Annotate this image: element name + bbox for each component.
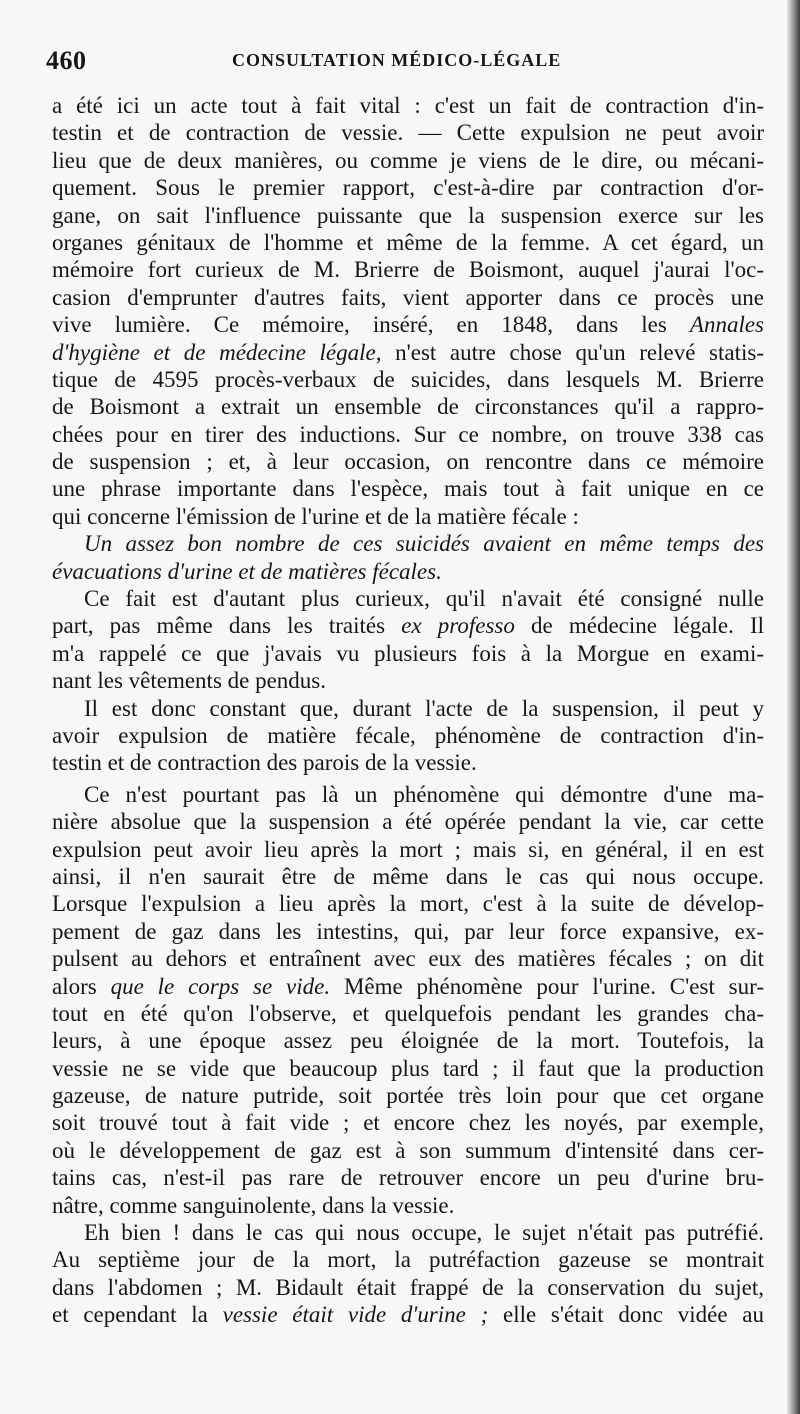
text-line: testin et de contraction de vessie. — Cette expulsion ne peut avoir	[52, 120, 764, 146]
text-line: lieu que de deux manières, ou comme je viens de le dire, ou mécani-	[52, 147, 764, 173]
quoted-paragraph	[52, 530, 764, 585]
text-line: évacuations d'urine et de matières fécales.	[52, 558, 442, 584]
text-line: a été ici un acte tout à fait vital : c'est un fait de contraction d'in-	[52, 93, 764, 118]
text-line: organes génitaux de l'homme et même de la femme. A cet égard, un	[52, 229, 764, 255]
journal-title-italic: Annales	[689, 312, 764, 338]
text-line: Ce fait est d'autant plus curieux, qu'il n'avait été consigné nulle	[84, 586, 764, 612]
text-line: m'a rappelé ce que j'avais vu plusieurs fois à la Morgue en exami-	[52, 640, 764, 666]
text-line: Au septième jour de la mort, la putréfaction gazeuse se montrait	[52, 1247, 764, 1273]
text-line	[52, 1301, 764, 1328]
text-line: pulsent au dehors et entraînent avec eux des matières fécales ; on dit	[52, 946, 764, 972]
text-line: testin et de contraction des parois de la vessie.	[52, 750, 477, 776]
text-segment: n'est autre chose qu'un relevé statis-	[381, 339, 764, 365]
text-line: dans l'abdomen ; M. Bidault était frappé de la conservation du sujet,	[52, 1274, 764, 1300]
text-line: de Boismont a extrait un ensemble de circonstances qu'il a rappro-	[52, 394, 764, 420]
paragraph	[52, 781, 764, 1219]
text-line: nant les vêtements de pendus.	[52, 668, 327, 694]
text-line	[52, 973, 764, 1000]
text-line: pement de gaz dans les intestins, qui, par leur force expansive, ex-	[52, 918, 764, 944]
text-line: ainsi, il n'en saurait être de même dans le cas qui nous occupe.	[52, 863, 764, 889]
text-segment: elle s'était donc vidée au	[488, 1302, 765, 1328]
text-line: expulsion peut avoir lieu après la mort ; mais si, en général, il en est	[52, 836, 764, 862]
text-line: Ce n'est pourtant pas là un phénomène qui démontre d'une ma-	[84, 781, 764, 807]
paragraph	[52, 585, 764, 695]
text-segment: alors	[52, 973, 111, 999]
text-line: chées pour en tirer des inductions. Sur ce nombre, on trouve 338 cas	[52, 421, 764, 447]
text-line: qui concerne l'émission de l'urine et de la matière fécale :	[52, 503, 579, 529]
text-line: Lorsque l'expulsion a lieu après la mort, c'est à la suite de dévelop-	[52, 891, 764, 917]
text-segment: de médecine légale. Il	[514, 613, 764, 639]
body-text	[52, 92, 764, 1329]
paragraph	[52, 695, 764, 777]
latin-phrase-italic: ex professo	[401, 613, 515, 639]
page-edge-shadow	[786, 0, 800, 1414]
text-line: gane, on sait l'influence puissante que la suspension exerce sur les	[52, 202, 764, 228]
text-line: Eh bien ! dans le cas qui nous occupe, le sujet n'était pas putréfié.	[84, 1220, 764, 1246]
text-line	[52, 339, 764, 366]
text-line: nière absolue que la suspension a été opérée pendant la vie, car cette	[52, 809, 764, 835]
text-line: quement. Sous le premier rapport, c'est-à-dire par contraction d'or-	[52, 175, 764, 201]
text-line: Un assez bon nombre de ces suicidés avaient en même temps des	[84, 531, 764, 557]
text-line: leurs, à une époque assez peu éloignée de la mort. Toutefois, la	[52, 1028, 764, 1054]
text-segment: et cependant la	[52, 1302, 223, 1328]
running-title: CONSULTATION MÉDICO-LÉGALE	[232, 50, 562, 70]
text-line: casion d'emprunter d'autres faits, vient apporter dans ce procès une	[52, 284, 764, 310]
text-line: mémoire fort curieux de M. Brierre de Boismont, auquel j'aurai l'oc-	[52, 257, 764, 283]
paragraph	[52, 1219, 764, 1329]
journal-title-italic: d'hygiène et de médecine légale,	[52, 339, 382, 365]
text-line: où le développement de gaz est à son summum d'intensité dans cer-	[52, 1137, 764, 1163]
text-line: de suspension ; et, à leur occasion, on rencontre dans ce mémoire	[52, 449, 764, 475]
phrase-italic: vessie était vide d'urine ;	[222, 1302, 489, 1328]
phrase-italic: que le corps se vide.	[110, 973, 331, 999]
paragraph	[52, 92, 764, 530]
text-line	[52, 612, 764, 639]
text-line: tique de 4595 procès-verbaux de suicides, dans lesquels M. Brierre	[52, 366, 764, 392]
text-line: tout en été qu'on l'observe, et quelquefois pendant les grandes cha-	[52, 1000, 764, 1026]
text-line: une phrase importante dans l'espèce, mais tout à fait unique en ce	[52, 476, 764, 502]
text-segment: part, pas même dans les traités	[52, 613, 402, 639]
text-line: Il est donc constant que, durant l'acte de la suspension, il peut y	[84, 695, 764, 721]
text-line: vessie ne se vide que beaucoup plus tard ; il faut que la production	[52, 1055, 764, 1081]
text-segment: Même phénomène pour l'urine. C'est sur-	[330, 973, 764, 999]
text-line: nâtre, comme sanguinolente, dans la vessie.	[52, 1192, 455, 1218]
text-line: tains cas, n'est-il pas rare de retrouver encore un peu d'urine bru-	[52, 1165, 764, 1191]
text-segment: vive lumière. Ce mémoire, inséré, en 1848, dans les	[52, 312, 690, 338]
text-line: avoir expulsion de matière fécale, phénomène de contraction d'in-	[52, 722, 764, 748]
page-header	[46, 44, 766, 80]
text-line	[52, 311, 764, 338]
text-line: gazeuse, de nature putride, soit portée très loin pour que cet organe	[52, 1083, 764, 1109]
page-number: 460	[46, 46, 87, 75]
text-line: soit trouvé tout à fait vide ; et encore chez les noyés, par exemple,	[52, 1110, 764, 1136]
